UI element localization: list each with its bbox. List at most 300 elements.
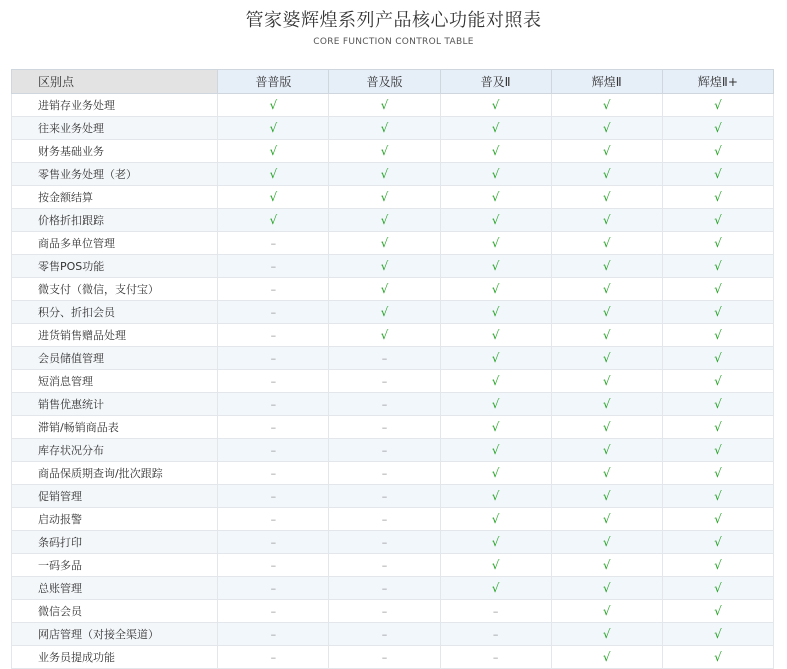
check-icon: √	[602, 236, 611, 250]
dash-icon: –	[381, 512, 388, 526]
support-cell	[218, 255, 329, 278]
dash-icon: –	[381, 535, 388, 549]
check-icon: √	[491, 98, 500, 112]
support-cell	[329, 416, 440, 439]
comparison-table-wrapper	[11, 69, 774, 669]
feature-name-cell: 往来业务处理	[12, 117, 218, 140]
table-row	[12, 485, 774, 508]
check-icon: √	[602, 305, 611, 319]
support-cell	[440, 623, 551, 646]
dash-icon: –	[270, 351, 277, 365]
support-cell	[662, 232, 773, 255]
support-cell	[551, 278, 662, 301]
table-row	[12, 600, 774, 623]
check-icon: √	[714, 144, 722, 158]
support-cell	[662, 646, 773, 669]
support-cell	[440, 347, 551, 370]
support-cell	[218, 370, 329, 393]
check-icon: √	[714, 420, 722, 434]
check-icon: √	[714, 558, 722, 572]
support-cell	[662, 393, 773, 416]
check-icon: √	[269, 167, 278, 181]
support-cell	[440, 439, 551, 462]
support-cell	[218, 554, 329, 577]
feature-name-cell: 按金额结算	[12, 186, 218, 209]
check-icon: √	[714, 167, 722, 181]
dash-icon: –	[270, 236, 277, 250]
dash-icon: –	[381, 397, 388, 411]
dash-icon: –	[381, 489, 388, 503]
support-cell	[440, 186, 551, 209]
support-cell	[218, 232, 329, 255]
support-cell	[329, 646, 440, 669]
dash-icon: –	[270, 443, 277, 457]
support-cell	[551, 393, 662, 416]
support-cell	[329, 554, 440, 577]
support-cell	[440, 485, 551, 508]
check-icon: √	[269, 190, 278, 204]
table-row	[12, 508, 774, 531]
check-icon: √	[491, 190, 500, 204]
check-icon: √	[491, 558, 500, 572]
dash-icon: –	[270, 581, 277, 595]
check-icon: √	[491, 282, 500, 296]
support-cell	[551, 416, 662, 439]
support-cell	[218, 163, 329, 186]
check-icon: √	[602, 144, 611, 158]
support-cell	[662, 623, 773, 646]
check-icon: √	[602, 98, 611, 112]
check-icon: √	[714, 627, 722, 641]
check-icon: √	[269, 98, 278, 112]
support-cell	[440, 278, 551, 301]
support-cell	[440, 462, 551, 485]
feature-name-cell: 进销存业务处理	[12, 94, 218, 117]
support-cell	[551, 163, 662, 186]
table-row	[12, 140, 774, 163]
check-icon: √	[602, 213, 611, 227]
feature-name-cell: 启动报警	[12, 508, 218, 531]
check-icon: √	[714, 443, 722, 457]
support-cell	[551, 623, 662, 646]
support-cell	[662, 439, 773, 462]
check-icon: √	[491, 420, 500, 434]
support-cell	[551, 186, 662, 209]
feature-name-cell: 微信会员	[12, 600, 218, 623]
check-icon: √	[602, 650, 611, 664]
check-icon: √	[602, 420, 611, 434]
support-cell	[662, 370, 773, 393]
support-cell	[218, 94, 329, 117]
table-row	[12, 416, 774, 439]
dash-icon: –	[270, 420, 277, 434]
check-icon: √	[380, 328, 389, 342]
support-cell	[440, 301, 551, 324]
dash-icon: –	[270, 374, 277, 388]
check-icon: √	[602, 627, 611, 641]
check-icon: √	[602, 190, 611, 204]
support-cell	[329, 508, 440, 531]
support-cell	[551, 485, 662, 508]
support-cell	[218, 623, 329, 646]
support-cell	[440, 508, 551, 531]
check-icon: √	[602, 397, 611, 411]
support-cell	[440, 255, 551, 278]
support-cell	[440, 370, 551, 393]
support-cell	[440, 232, 551, 255]
page-header	[0, 0, 787, 60]
support-cell	[440, 646, 551, 669]
support-cell	[218, 209, 329, 232]
dash-icon: –	[270, 535, 277, 549]
check-icon: √	[714, 351, 722, 365]
check-icon: √	[491, 328, 500, 342]
dash-icon: –	[270, 650, 277, 664]
check-icon: √	[380, 190, 389, 204]
feature-name-cell: 条码打印	[12, 531, 218, 554]
support-cell	[662, 416, 773, 439]
dash-icon: –	[270, 305, 277, 319]
check-icon: √	[602, 581, 611, 595]
support-cell	[218, 301, 329, 324]
check-icon: √	[491, 121, 500, 135]
support-cell	[662, 462, 773, 485]
support-cell	[440, 393, 551, 416]
dash-icon: –	[270, 489, 277, 503]
support-cell	[329, 462, 440, 485]
support-cell	[662, 209, 773, 232]
support-cell	[551, 140, 662, 163]
dash-icon: –	[381, 604, 388, 618]
support-cell	[218, 140, 329, 163]
dash-icon: –	[270, 466, 277, 480]
check-icon: √	[714, 604, 722, 618]
support-cell	[662, 140, 773, 163]
support-cell	[662, 508, 773, 531]
dash-icon: –	[270, 328, 277, 342]
table-row	[12, 393, 774, 416]
feature-name-cell: 零售业务处理（老）	[12, 163, 218, 186]
support-cell	[662, 186, 773, 209]
support-cell	[551, 255, 662, 278]
check-icon: √	[491, 144, 500, 158]
dash-icon: –	[270, 282, 277, 296]
support-cell	[551, 324, 662, 347]
support-cell	[662, 347, 773, 370]
support-cell	[551, 347, 662, 370]
table-row	[12, 94, 774, 117]
support-cell	[551, 577, 662, 600]
dash-icon: –	[381, 466, 388, 480]
support-cell	[662, 577, 773, 600]
support-cell	[551, 462, 662, 485]
support-cell	[440, 94, 551, 117]
check-icon: √	[269, 121, 278, 135]
table-row	[12, 531, 774, 554]
dash-icon: –	[381, 443, 388, 457]
table-row	[12, 117, 774, 140]
check-icon: √	[602, 604, 611, 618]
check-icon: √	[491, 213, 500, 227]
support-cell	[440, 209, 551, 232]
check-icon: √	[491, 489, 500, 503]
support-cell	[551, 370, 662, 393]
support-cell	[551, 646, 662, 669]
table-row	[12, 623, 774, 646]
support-cell	[662, 94, 773, 117]
feature-name-cell: 滞销/畅销商品表	[12, 416, 218, 439]
check-icon: √	[491, 236, 500, 250]
feature-name-cell: 总账管理	[12, 577, 218, 600]
support-cell	[440, 577, 551, 600]
support-cell	[329, 278, 440, 301]
support-cell	[218, 600, 329, 623]
check-icon: √	[602, 466, 611, 480]
support-cell	[218, 462, 329, 485]
support-cell	[551, 232, 662, 255]
support-cell	[662, 163, 773, 186]
feature-name-cell: 短消息管理	[12, 370, 218, 393]
check-icon: √	[491, 374, 500, 388]
check-icon: √	[602, 351, 611, 365]
check-icon: √	[714, 581, 722, 595]
feature-name-cell: 业务员提成功能	[12, 646, 218, 669]
support-cell	[662, 255, 773, 278]
check-icon: √	[380, 305, 389, 319]
check-icon: √	[491, 512, 500, 526]
check-icon: √	[714, 466, 722, 480]
feature-name-cell: 销售优惠统计	[12, 393, 218, 416]
check-icon: √	[380, 121, 389, 135]
check-icon: √	[602, 121, 611, 135]
feature-name-cell: 商品多单位管理	[12, 232, 218, 255]
support-cell	[551, 117, 662, 140]
support-cell	[218, 324, 329, 347]
table-row	[12, 232, 774, 255]
support-cell	[551, 554, 662, 577]
check-icon: √	[602, 259, 611, 273]
feature-name-cell: 积分、折扣会员	[12, 301, 218, 324]
support-cell	[662, 485, 773, 508]
support-cell	[329, 232, 440, 255]
check-icon: √	[714, 397, 722, 411]
feature-name-cell: 促销管理	[12, 485, 218, 508]
support-cell	[218, 186, 329, 209]
table-row	[12, 209, 774, 232]
check-icon: √	[491, 167, 500, 181]
support-cell	[329, 163, 440, 186]
support-cell	[329, 117, 440, 140]
dash-icon: –	[381, 351, 388, 365]
check-icon: √	[380, 236, 389, 250]
support-cell	[329, 347, 440, 370]
dash-icon: –	[492, 650, 499, 664]
support-cell	[329, 140, 440, 163]
support-cell	[662, 600, 773, 623]
check-icon: √	[714, 98, 722, 112]
support-cell	[218, 117, 329, 140]
feature-name-cell: 进货销售赠品处理	[12, 324, 218, 347]
support-cell	[329, 209, 440, 232]
support-cell	[329, 393, 440, 416]
dash-icon: –	[381, 650, 388, 664]
dash-icon: –	[270, 397, 277, 411]
check-icon: √	[269, 144, 278, 158]
check-icon: √	[491, 581, 500, 595]
check-icon: √	[491, 443, 500, 457]
support-cell	[329, 531, 440, 554]
check-icon: √	[380, 144, 389, 158]
check-icon: √	[714, 512, 722, 526]
dash-icon: –	[270, 558, 277, 572]
feature-name-cell: 价格折扣跟踪	[12, 209, 218, 232]
support-cell	[218, 646, 329, 669]
feature-name-cell: 商品保质期查询/批次跟踪	[12, 462, 218, 485]
page-title: 管家婆辉煌系列产品核心功能对照表	[245, 10, 542, 31]
dash-icon: –	[381, 581, 388, 595]
support-cell	[218, 393, 329, 416]
check-icon: √	[714, 259, 722, 273]
check-icon: √	[714, 282, 722, 296]
support-cell	[662, 117, 773, 140]
table-header-row	[12, 70, 774, 94]
dash-icon: –	[381, 627, 388, 641]
check-icon: √	[602, 489, 611, 503]
check-icon: √	[491, 397, 500, 411]
check-icon: √	[380, 282, 389, 296]
dash-icon: –	[492, 627, 499, 641]
support-cell	[329, 485, 440, 508]
support-cell	[329, 324, 440, 347]
support-cell	[551, 439, 662, 462]
edition-header-huihuang-2: 辉煌Ⅱ	[551, 70, 662, 94]
check-icon: √	[269, 213, 278, 227]
support-cell	[662, 301, 773, 324]
edition-header-pupu: 普普版	[218, 70, 329, 94]
support-cell	[551, 301, 662, 324]
check-icon: √	[491, 351, 500, 365]
support-cell	[329, 186, 440, 209]
check-icon: √	[602, 374, 611, 388]
check-icon: √	[602, 282, 611, 296]
check-icon: √	[714, 374, 722, 388]
feature-name-cell: 零售POS功能	[12, 255, 218, 278]
table-row	[12, 255, 774, 278]
support-cell	[551, 94, 662, 117]
support-cell	[662, 324, 773, 347]
check-icon: √	[380, 167, 389, 181]
check-icon: √	[714, 121, 722, 135]
table-row	[12, 462, 774, 485]
support-cell	[218, 508, 329, 531]
support-cell	[329, 94, 440, 117]
check-icon: √	[602, 443, 611, 457]
feature-name-cell: 财务基础业务	[12, 140, 218, 163]
support-cell	[218, 577, 329, 600]
feature-name-cell: 微支付（微信，支付宝）	[12, 278, 218, 301]
support-cell	[329, 439, 440, 462]
check-icon: √	[714, 535, 722, 549]
support-cell	[551, 209, 662, 232]
check-icon: √	[602, 167, 611, 181]
dash-icon: –	[381, 420, 388, 434]
check-icon: √	[714, 190, 722, 204]
dash-icon: –	[381, 374, 388, 388]
check-icon: √	[491, 259, 500, 273]
edition-header-puji-2: 普及Ⅱ	[440, 70, 551, 94]
support-cell	[218, 347, 329, 370]
feature-name-cell: 会员储值管理	[12, 347, 218, 370]
table-row	[12, 324, 774, 347]
edition-header-puji: 普及版	[329, 70, 440, 94]
table-row	[12, 439, 774, 462]
check-icon: √	[491, 305, 500, 319]
support-cell	[662, 554, 773, 577]
table-row	[12, 163, 774, 186]
support-cell	[662, 531, 773, 554]
edition-header-huihuang-2-plus: 辉煌Ⅱ+	[662, 70, 773, 94]
support-cell	[218, 439, 329, 462]
table-row	[12, 301, 774, 324]
check-icon: √	[714, 213, 722, 227]
check-icon: √	[491, 466, 500, 480]
feature-name-cell: 网店管理（对接全渠道）	[12, 623, 218, 646]
check-icon: √	[714, 489, 722, 503]
check-icon: √	[602, 328, 611, 342]
support-cell	[329, 600, 440, 623]
support-cell	[440, 140, 551, 163]
support-cell	[662, 278, 773, 301]
support-cell	[218, 416, 329, 439]
check-icon: √	[714, 305, 722, 319]
support-cell	[329, 623, 440, 646]
feature-name-cell: 一码多品	[12, 554, 218, 577]
support-cell	[440, 324, 551, 347]
support-cell	[440, 117, 551, 140]
check-icon: √	[380, 213, 389, 227]
support-cell	[551, 600, 662, 623]
support-cell	[440, 554, 551, 577]
dash-icon: –	[270, 604, 277, 618]
table-row	[12, 370, 774, 393]
support-cell	[329, 301, 440, 324]
support-cell	[440, 600, 551, 623]
dash-icon: –	[270, 512, 277, 526]
table-row	[12, 577, 774, 600]
check-icon: √	[714, 328, 722, 342]
support-cell	[440, 416, 551, 439]
check-icon: √	[602, 558, 611, 572]
support-cell	[440, 163, 551, 186]
table-row	[12, 347, 774, 370]
support-cell	[218, 278, 329, 301]
support-cell	[551, 531, 662, 554]
check-icon: √	[380, 98, 389, 112]
dash-icon: –	[381, 558, 388, 572]
support-cell	[440, 531, 551, 554]
table-body	[12, 94, 774, 669]
comparison-table	[11, 69, 774, 669]
check-icon: √	[602, 535, 611, 549]
table-row	[12, 278, 774, 301]
check-icon: √	[602, 512, 611, 526]
table-row	[12, 554, 774, 577]
support-cell	[218, 485, 329, 508]
dash-icon: –	[270, 627, 277, 641]
table-row	[12, 186, 774, 209]
dash-icon: –	[492, 604, 499, 618]
table-row	[12, 646, 774, 669]
